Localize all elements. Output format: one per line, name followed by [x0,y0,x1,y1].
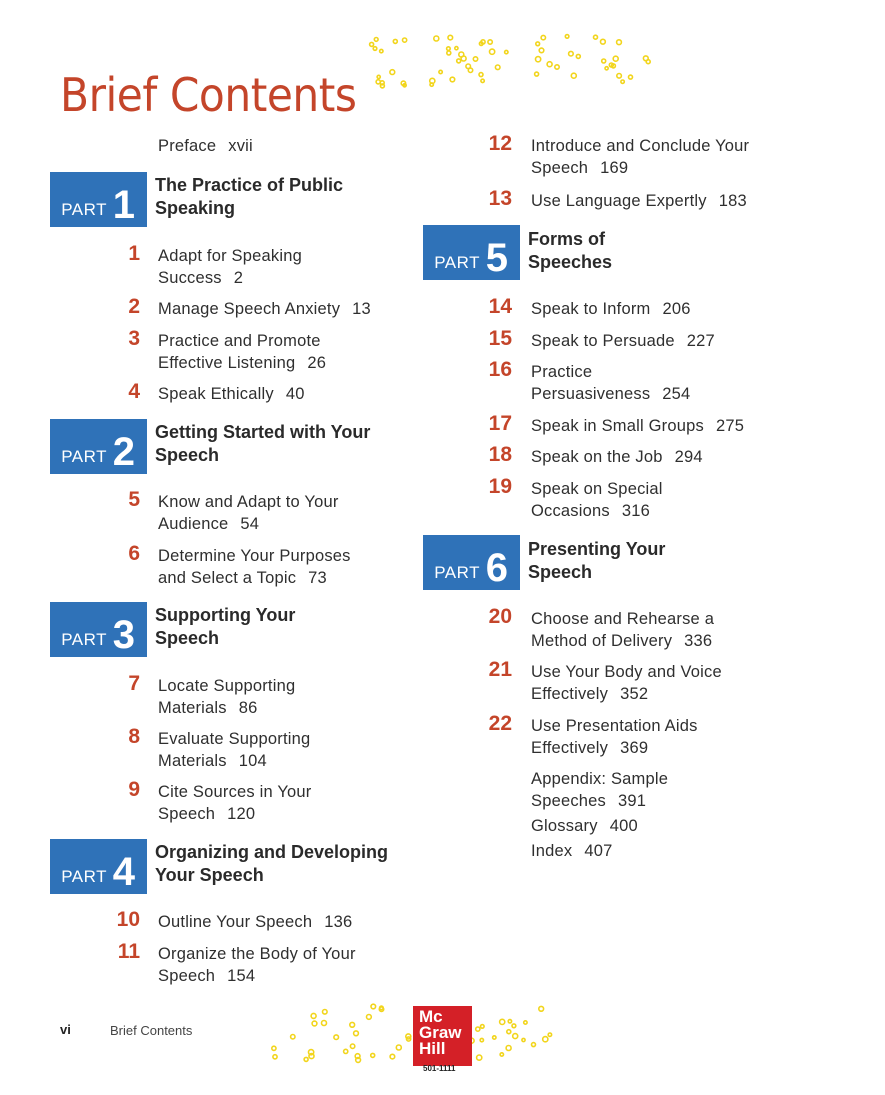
publisher-logo: Mc Graw Hill [413,1006,472,1066]
chapter-entry-7[interactable]: Locate Supporting Materials 86 [158,677,296,717]
chapter-entry-19[interactable]: Speak on Special Occasions 316 [531,480,663,520]
part-1-title[interactable]: The Practice of Public Speaking [155,175,344,218]
decorative-dot [390,70,395,75]
chapter-number: 19 [488,475,512,498]
decorative-dot [543,1037,548,1042]
chapter-entry-3[interactable]: Practice and Promote Effective Listening 26 [158,332,327,372]
part-label: PART [61,200,107,219]
decorative-dot [377,75,380,78]
chapter-number: 17 [488,412,512,435]
decorative-dot [304,1057,308,1061]
decorative-dot [396,1045,401,1050]
chapter-number: 21 [488,658,512,681]
chapter-number: 8 [128,725,140,748]
decorative-dot [539,48,544,53]
decorative-dot [617,40,622,45]
decorative-dot [500,1019,505,1024]
decorative-dot [403,38,407,42]
decorative-dot [374,38,378,42]
part-number: 6 [485,546,508,590]
logo-code: 501-1111 [423,1064,456,1073]
chapter-number: 14 [488,295,512,318]
decorative-dot [613,56,618,61]
decorative-dots-top [365,28,665,94]
part-number: 5 [485,236,508,280]
decorative-dot [430,83,433,86]
running-head: Brief Contents [110,1023,193,1038]
decorative-dot [500,1053,503,1056]
decorative-dot [479,73,483,77]
preface-page: xvii [228,137,253,155]
decorative-dot [312,1021,317,1026]
decorative-dot [646,60,650,64]
chapter-number: 18 [488,443,512,466]
decorative-dot [309,1054,314,1059]
part-2-band [50,419,147,474]
index-entry[interactable]: Index 407 [531,842,613,860]
decorative-dot [473,57,477,61]
decorative-dot [565,35,569,39]
chapter-entry-2[interactable]: Manage Speech Anxiety 13 [158,300,371,318]
chapter-entry-20[interactable]: Choose and Rehearse a Method of Delivery 336 [531,610,715,650]
part-4-band [50,839,147,894]
decorative-dot [629,75,633,79]
part-3-band [50,602,147,657]
decorative-dot [371,1004,376,1009]
decorative-dot [380,49,383,52]
chapter-entry-18[interactable]: Speak on the Job 294 [531,448,703,466]
decorative-dot [524,1021,527,1024]
part-label: PART [61,630,107,649]
decorative-dot [466,64,471,69]
part-2-title[interactable]: Getting Started with Your Speech [155,422,371,465]
chapter-entry-15[interactable]: Speak to Persuade 227 [531,332,715,350]
page-title: Brief Contents [60,68,357,122]
decorative-dot [322,1021,327,1026]
chapter-entry-9[interactable]: Cite Sources in Your Speech 120 [158,783,312,823]
chapter-entry-16[interactable]: Practice Persuasiveness 254 [531,363,691,403]
chapter-number: 1 [128,242,140,265]
decorative-dot [344,1049,348,1053]
part-number: 2 [112,430,135,474]
chapter-entry-8[interactable]: Evaluate Supporting Materials 104 [158,730,311,770]
decorative-dot [390,1054,395,1059]
chapter-number: 22 [488,712,512,735]
decorative-dot [493,1036,496,1039]
part-number: 3 [112,613,135,657]
chapter-number: 10 [116,908,140,931]
decorative-dot [532,1043,536,1047]
chapter-number: 9 [128,778,140,801]
chapter-number: 7 [128,672,140,695]
decorative-dot [373,47,377,51]
decorative-dot [457,59,461,63]
decorative-dot [506,1046,511,1051]
chapter-number: 5 [128,488,140,511]
decorative-dot [323,1010,328,1015]
chapter-entry-21[interactable]: Use Your Body and Voice Effectively 352 [531,663,722,703]
decorative-dot [476,1027,480,1031]
decorative-dot [617,74,622,79]
chapter-number: 20 [488,605,512,628]
page-number: vi [60,1022,71,1037]
preface-label: Preface [158,137,217,155]
decorative-dot [311,1013,316,1018]
decorative-dot [455,47,458,50]
part-3-title[interactable]: Supporting Your Speech [155,605,296,648]
decorative-dot [507,1030,511,1034]
decorative-dot [621,80,624,83]
decorative-dot [481,79,484,82]
decorative-dot [393,39,397,43]
chapter-entry-12[interactable]: Introduce and Conclude Your Speech 169 [531,137,750,177]
decorative-dot [495,65,500,70]
chapter-entry-13[interactable]: Use Language Expertly 183 [531,192,747,210]
part-6-band [423,535,520,590]
decorative-dot [594,35,598,39]
decorative-dot [447,51,451,55]
decorative-dot [569,51,574,56]
chapter-entry-22[interactable]: Use Presentation Aids Effectively 369 [531,717,698,757]
part-label: PART [434,563,480,582]
chapter-entry-11[interactable]: Organize the Body of Your Speech 154 [158,945,356,985]
decorative-dot [334,1035,339,1040]
decorative-dot [434,36,439,41]
chapter-number: 3 [128,327,140,350]
decorative-dot [488,40,492,44]
chapter-number: 16 [488,358,512,381]
appendix-entry[interactable]: Appendix: Sample Speeches 391 [531,770,669,810]
chapter-number: 6 [128,542,140,565]
decorative-dot [354,1031,359,1036]
decorative-dot [605,67,608,70]
chapter-entry-14[interactable]: Speak to Inform 206 [531,300,691,318]
chapter-entry-4[interactable]: Speak Ethically 40 [158,385,305,403]
part-label: PART [434,253,480,272]
chapter-entry-6[interactable]: Determine Your Purposes and Select a Topic 73 [158,547,351,587]
decorative-dot [576,54,580,58]
part-label: PART [61,447,107,466]
decorative-dot [535,72,539,76]
decorative-dot [370,42,374,46]
part-label: PART [61,867,107,886]
decorative-dot [555,65,559,69]
part-number: 4 [112,850,135,894]
decorative-dot [447,47,451,51]
part-number: 1 [112,183,135,227]
decorative-dot [541,35,545,39]
chapter-entry-17[interactable]: Speak in Small Groups 275 [531,417,745,435]
decorative-dot [536,42,540,46]
decorative-dot [273,1055,277,1059]
part-6-title[interactable]: Presenting Your Speech [528,539,666,582]
decorative-dot [513,1034,518,1039]
part-4-title[interactable]: Organizing and Developing Your Speech [155,842,389,885]
chapter-entry-1[interactable]: Adapt for Speaking Success 2 [158,247,302,287]
chapter-number: 11 [117,940,140,963]
decorative-dot [601,39,606,44]
chapter-number: 12 [488,132,512,155]
part-5-title[interactable]: Forms of Speeches [528,229,613,272]
decorative-dot [548,1033,551,1036]
decorative-dot [350,1044,354,1048]
decorative-dot [536,57,541,62]
decorative-dot [571,73,576,78]
decorative-dot [356,1058,361,1063]
decorative-dot [459,52,464,57]
chapter-entry-10[interactable]: Outline Your Speech 136 [158,913,353,931]
decorative-dot [480,1038,483,1041]
decorative-dot [512,1024,516,1028]
decorative-dot [450,77,455,82]
part-5-band [423,225,520,280]
decorative-dot [522,1038,525,1041]
decorative-dot [439,70,442,73]
decorative-dot [547,62,552,67]
decorative-dot [508,1020,511,1023]
part-1-band [50,172,147,227]
preface-entry[interactable] [158,135,253,157]
decorative-dot [477,1055,482,1060]
chapter-entry-5[interactable]: Know and Adapt to Your Audience 54 [158,493,339,533]
decorative-dot [272,1046,276,1050]
decorative-dot [481,1025,485,1029]
decorative-dot [367,1015,372,1020]
decorative-dot [505,50,508,53]
decorative-dot [448,35,453,40]
decorative-dot [291,1035,295,1039]
chapter-number: 4 [128,380,140,403]
glossary-entry[interactable]: Glossary 400 [531,817,638,835]
decorative-dot [602,59,606,63]
chapter-number: 13 [488,187,512,210]
decorative-dot [376,80,380,84]
decorative-dot [490,49,495,54]
decorative-dot [539,1006,544,1011]
chapter-number: 15 [488,327,512,350]
chapter-number: 2 [128,295,140,318]
decorative-dot [371,1053,375,1057]
decorative-dot [350,1022,355,1027]
